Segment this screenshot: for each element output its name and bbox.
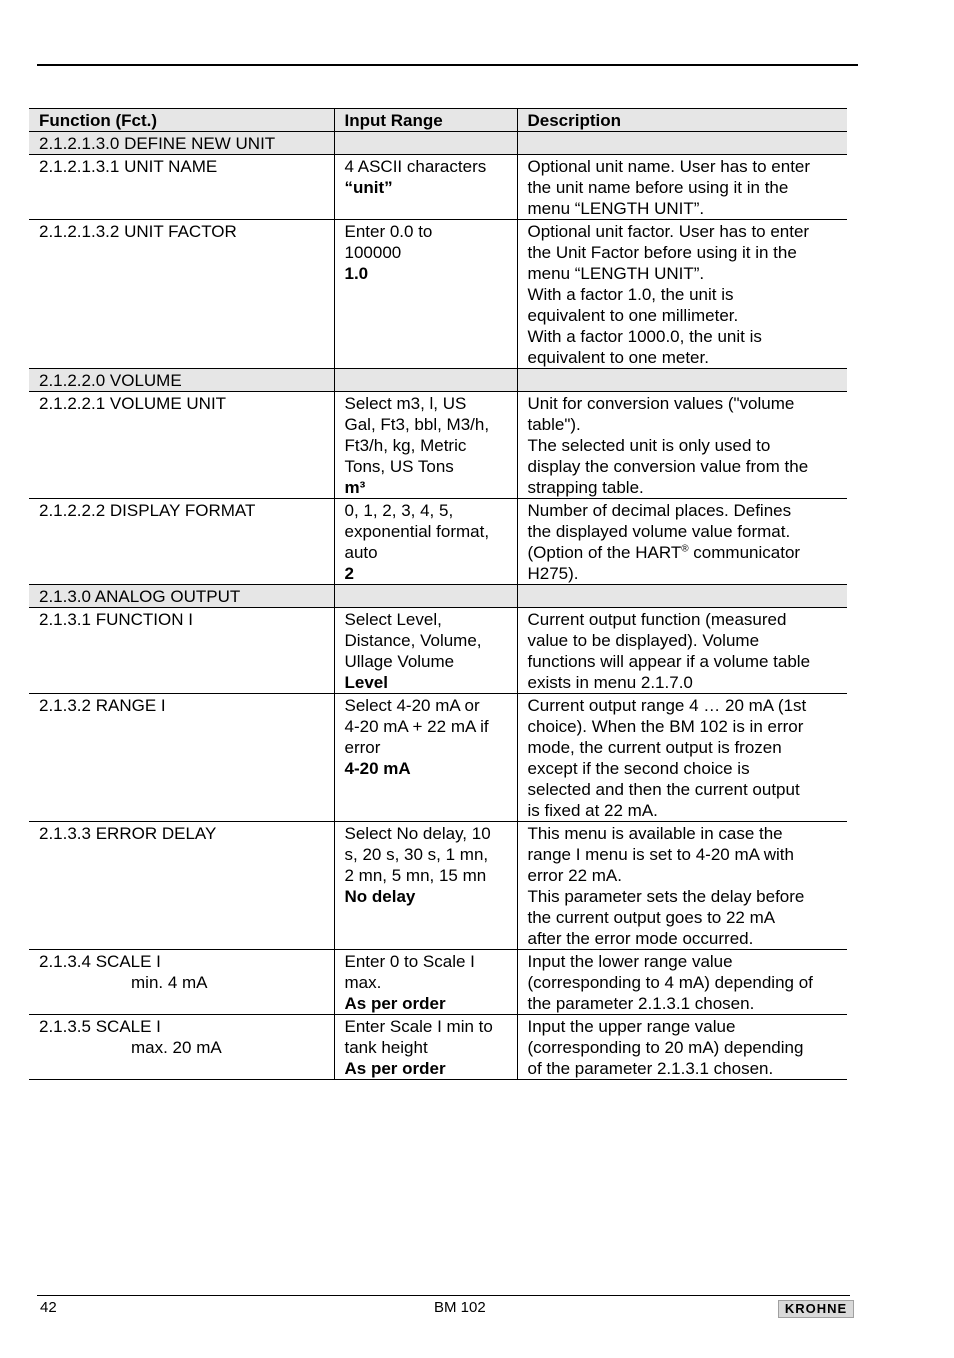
- input-range-cell: [334, 694, 517, 822]
- function-label: 2.1.2.1.3.0 DEFINE NEW UNIT: [39, 134, 276, 153]
- default-value: Level: [344, 673, 388, 692]
- description-cell: [517, 1015, 847, 1080]
- description-cell: [517, 585, 847, 608]
- footer-rule: [37, 1295, 850, 1296]
- description-cell: [517, 132, 847, 155]
- description-line: (Option of the HART® communicator: [527, 543, 801, 562]
- description-line: With a factor 1000.0, the unit is: [527, 327, 762, 346]
- description-line: is fixed at 22 mA.: [527, 801, 658, 820]
- description-line: Input the lower range value: [527, 952, 733, 971]
- description-cell: [517, 694, 847, 822]
- default-value: As per order: [344, 1059, 446, 1078]
- description-line: Optional unit factor. User has to enter: [527, 222, 810, 241]
- function-label: 2.1.2.2.0 VOLUME: [39, 371, 182, 390]
- function-cell: [29, 369, 334, 392]
- description-line: strapping table.: [527, 478, 644, 497]
- description-line: mode, the current output is frozen: [527, 738, 782, 757]
- table-row: [29, 1015, 847, 1080]
- description-line: table").: [527, 415, 581, 434]
- description-line: display the conversion value from the: [527, 457, 809, 476]
- input-range-cell: [334, 220, 517, 369]
- function-label: 2.1.3.4 SCALE I: [39, 952, 161, 971]
- input-range-line: max.: [344, 973, 382, 992]
- default-value: No delay: [344, 887, 416, 906]
- table-row: [29, 608, 847, 694]
- input-range-line: Select m3, l, US: [344, 394, 467, 413]
- input-range-line: Tons, US Tons: [344, 457, 454, 476]
- function-cell: [29, 608, 334, 694]
- description-line: selected and then the current output: [527, 780, 800, 799]
- input-range-cell: [334, 499, 517, 585]
- description-line: of the parameter 2.1.3.1 chosen.: [527, 1059, 774, 1078]
- input-range-line: Enter 0 to Scale I: [344, 952, 475, 971]
- function-label: 2.1.2.1.3.2 UNIT FACTOR: [39, 222, 237, 241]
- section-row: [29, 585, 847, 608]
- function-cell: [29, 155, 334, 220]
- description-line: menu “LENGTH UNIT”.: [527, 199, 705, 218]
- description-line: the current output goes to 22 mA: [527, 908, 776, 927]
- default-value: 1.0: [344, 264, 369, 283]
- input-range-line: 2 mn, 5 mn, 15 mn: [344, 866, 487, 885]
- page-number: 42: [40, 1299, 57, 1316]
- function-cell: [29, 1015, 334, 1080]
- description-line: functions will appear if a volume table: [527, 652, 811, 671]
- function-label: 2.1.2.2.1 VOLUME UNIT: [39, 394, 227, 413]
- section-row: [29, 132, 847, 155]
- function-cell: [29, 392, 334, 499]
- function-table: [29, 108, 847, 1080]
- input-range-line: 4-20 mA + 22 mA if: [344, 717, 489, 736]
- default-value: 2: [344, 564, 354, 583]
- description-line: Number of decimal places. Defines: [527, 501, 792, 520]
- table-row: [29, 220, 847, 369]
- function-cell: [29, 220, 334, 369]
- document-name: BM 102: [434, 1299, 486, 1316]
- table-row: [29, 822, 847, 950]
- input-range-cell: [334, 585, 517, 608]
- function-cell: [29, 585, 334, 608]
- description-line: the unit name before using it in the: [527, 178, 789, 197]
- function-cell: [29, 950, 334, 1015]
- input-range-cell: [334, 822, 517, 950]
- input-range-cell: [334, 1015, 517, 1080]
- function-cell: [29, 822, 334, 950]
- default-value: m³: [344, 478, 366, 497]
- input-range-cell: [334, 369, 517, 392]
- table-row: [29, 694, 847, 822]
- default-value: “unit”: [344, 178, 393, 197]
- description-line: This parameter sets the delay before: [527, 887, 805, 906]
- function-cell: [29, 694, 334, 822]
- description-line: This menu is available in case the: [527, 824, 783, 843]
- input-range-cell: [334, 608, 517, 694]
- description-line: equivalent to one millimeter.: [527, 306, 739, 325]
- input-range-line: Distance, Volume,: [344, 631, 482, 650]
- description-cell: [517, 155, 847, 220]
- input-range-line: error: [344, 738, 381, 757]
- default-value: 4-20 mA: [344, 759, 411, 778]
- input-range-cell: [334, 392, 517, 499]
- description-line: (corresponding to 4 mA) depending of: [527, 973, 813, 992]
- function-label: 2.1.2.2.2 DISPLAY FORMAT: [39, 501, 256, 520]
- description-line: choice). When the BM 102 is in error: [527, 717, 804, 736]
- table-row: [29, 950, 847, 1015]
- krohne-logo: KROHNE: [778, 1300, 854, 1318]
- description-cell: [517, 950, 847, 1015]
- description-line: H275).: [527, 564, 579, 583]
- description-line: With a factor 1.0, the unit is: [527, 285, 734, 304]
- function-sublabel: min. 4 mA: [131, 973, 208, 992]
- function-label: 2.1.3.2 RANGE I: [39, 696, 166, 715]
- header-function: Function (Fct.): [29, 109, 334, 132]
- input-range-line: Gal, Ft3, bbl, M3/h,: [344, 415, 490, 434]
- description-cell: [517, 608, 847, 694]
- description-cell: [517, 822, 847, 950]
- input-range-line: s, 20 s, 30 s, 1 mn,: [344, 845, 489, 864]
- description-line: Unit for conversion values ("volume: [527, 394, 795, 413]
- input-range-line: Select 4-20 mA or: [344, 696, 480, 715]
- header-rule: [37, 64, 858, 66]
- default-value: As per order: [344, 994, 446, 1013]
- description-cell: [517, 220, 847, 369]
- section-row: [29, 369, 847, 392]
- description-line: except if the second choice is: [527, 759, 750, 778]
- input-range-cell: [334, 950, 517, 1015]
- description-line: the displayed volume value format.: [527, 522, 791, 541]
- header-input-range: Input Range: [334, 109, 517, 132]
- function-label: 2.1.3.1 FUNCTION I: [39, 610, 193, 629]
- table-row: [29, 155, 847, 220]
- function-cell: [29, 499, 334, 585]
- input-range-line: tank height: [344, 1038, 428, 1057]
- description-cell: [517, 369, 847, 392]
- description-line: Current output range 4 … 20 mA (1st: [527, 696, 807, 715]
- input-range-line: 4 ASCII characters: [344, 157, 487, 176]
- input-range-line: Ft3/h, kg, Metric: [344, 436, 467, 455]
- description-line: Input the upper range value: [527, 1017, 736, 1036]
- input-range-cell: [334, 155, 517, 220]
- description-line: value to be displayed). Volume: [527, 631, 760, 650]
- input-range-line: Select Level,: [344, 610, 442, 629]
- function-label: 2.1.3.0 ANALOG OUTPUT: [39, 587, 241, 606]
- input-range-line: 0, 1, 2, 3, 4, 5,: [344, 501, 454, 520]
- function-label: 2.1.3.5 SCALE I: [39, 1017, 161, 1036]
- input-range-line: Ullage Volume: [344, 652, 455, 671]
- input-range-cell: [334, 132, 517, 155]
- input-range-line: Enter 0.0 to: [344, 222, 433, 241]
- input-range-line: 100000: [344, 243, 402, 262]
- description-line: the parameter 2.1.3.1 chosen.: [527, 994, 755, 1013]
- description-line: exists in menu 2.1.7.0: [527, 673, 693, 692]
- description-line: (corresponding to 20 mA) depending: [527, 1038, 804, 1057]
- description-line: range I menu is set to 4-20 mA with: [527, 845, 794, 864]
- function-label: 2.1.2.1.3.1 UNIT NAME: [39, 157, 218, 176]
- description-line: The selected unit is only used to: [527, 436, 771, 455]
- function-label: 2.1.3.3 ERROR DELAY: [39, 824, 217, 843]
- header-description: Description: [517, 109, 847, 132]
- description-line: Current output function (measured: [527, 610, 787, 629]
- input-range-line: auto: [344, 543, 378, 562]
- input-range-line: exponential format,: [344, 522, 490, 541]
- input-range-line: Select No delay, 10: [344, 824, 491, 843]
- description-line: the Unit Factor before using it in the: [527, 243, 797, 262]
- table-row: [29, 499, 847, 585]
- description-line: menu “LENGTH UNIT”.: [527, 264, 705, 283]
- function-sublabel: max. 20 mA: [131, 1038, 222, 1057]
- description-line: after the error mode occurred.: [527, 929, 754, 948]
- description-line: error 22 mA.: [527, 866, 622, 885]
- description-cell: [517, 499, 847, 585]
- table-header-row: [29, 109, 847, 132]
- function-cell: [29, 132, 334, 155]
- input-range-line: Enter Scale I min to: [344, 1017, 493, 1036]
- description-line: equivalent to one meter.: [527, 348, 709, 367]
- table-row: [29, 392, 847, 499]
- description-line: Optional unit name. User has to enter: [527, 157, 811, 176]
- description-cell: [517, 392, 847, 499]
